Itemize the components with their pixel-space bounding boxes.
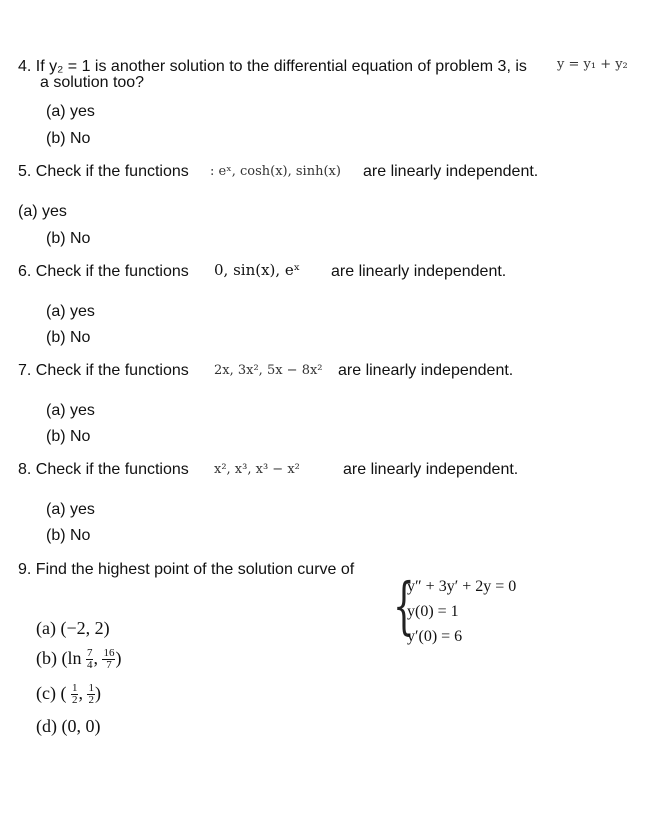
q5-math: : eˣ, cosh(x), sinh(x) xyxy=(210,164,341,179)
q9-option-b-fraction-2: $\frac{16}{7}$ xyxy=(103,647,115,672)
q9-option-b: (b) (ln $\frac{7}{4}$ , $\frac{16}{7}$ ) xyxy=(36,647,122,672)
q6-math: 0, sin(x), eˣ xyxy=(214,261,301,279)
q9-prompt: 9. Find the highest point of the solution curve of xyxy=(18,561,355,578)
q9-option-c: (c) ( $\frac{1}{2}$ , $\frac{1}{2}$ ) xyxy=(36,682,101,707)
q4-option-b: (b) No xyxy=(46,130,91,147)
q6-suffix: are linearly independent. xyxy=(331,263,507,280)
q8-suffix: are linearly independent. xyxy=(343,461,519,478)
q6-option-b: (b) No xyxy=(46,329,91,346)
q4-option-a: (a) yes xyxy=(46,103,95,120)
q7-math: 2x, 3x², 5x − 8x² xyxy=(214,363,323,378)
left-brace-icon: { xyxy=(393,569,415,642)
q9-option-b-label: (b) (ln xyxy=(36,648,82,668)
q9-option-a: (a) (−2, 2) xyxy=(36,618,110,638)
q9-option-c-fraction-2: $\frac{1}{2}$ xyxy=(88,682,94,707)
q8-option-a: (a) yes xyxy=(46,501,95,518)
q4-math: y = y₁ + y₂ xyxy=(557,57,628,72)
q8-option-b: (b) No xyxy=(46,527,91,544)
q9-option-c-fraction-1: $\frac{1}{2}$ xyxy=(71,682,78,707)
q4-line2: a solution too? xyxy=(40,74,145,91)
q9-option-d: (d) (0, 0) xyxy=(36,716,101,736)
q7-option-a: (a) yes xyxy=(46,402,95,419)
q9-system xyxy=(393,569,553,655)
q9-system-eq2: y(0) = 1 xyxy=(407,603,459,620)
q7-suffix: are linearly independent. xyxy=(338,362,514,379)
q9-system-eq3: y′(0) = 6 xyxy=(407,628,463,645)
q9-system-eq1: y″ + 3y′ + 2y = 0 xyxy=(407,578,517,595)
q7-prefix: 7. Check if the functions xyxy=(18,362,189,379)
q8-prefix: 8. Check if the functions xyxy=(18,461,189,478)
q5-option-a: (a) yes xyxy=(18,203,67,220)
q5-prefix: 5. Check if the functions xyxy=(18,163,189,180)
q5-option-b: (b) No xyxy=(46,230,91,247)
q4-line1: 4. If y₂ = 1 is another solution to the differential equation of problem 3, is xyxy=(18,58,527,75)
q9-option-b-fraction-1: $\frac{7}{4}$ xyxy=(86,647,93,672)
q6-option-a: (a) yes xyxy=(46,303,95,320)
q6-prefix: 6. Check if the functions xyxy=(18,263,189,280)
q5-suffix: are linearly independent. xyxy=(363,163,539,180)
q7-option-b: (b) No xyxy=(46,428,91,445)
q8-math: x², x³, x³ − x² xyxy=(214,462,300,477)
q9-option-c-label: (c) ( xyxy=(36,683,67,703)
